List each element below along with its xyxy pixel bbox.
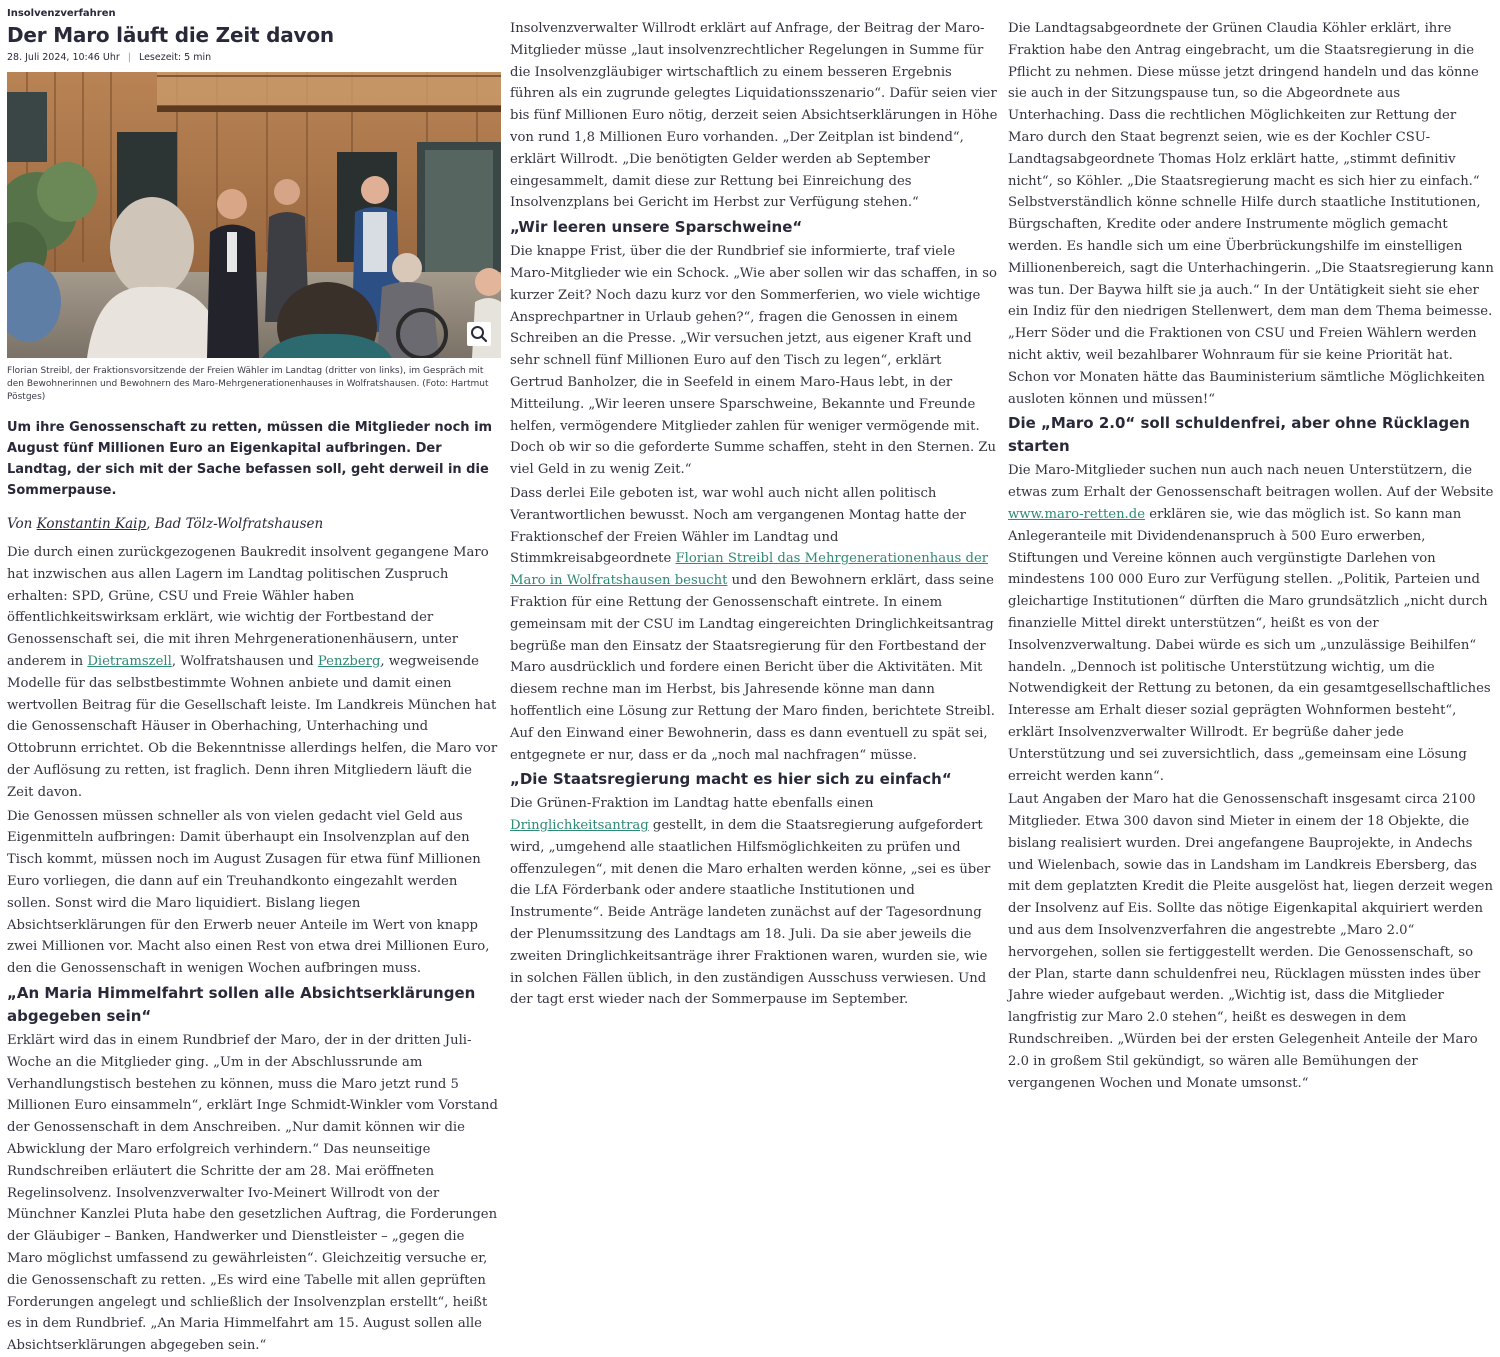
- paragraph-1-text-c: , wegweisende Modelle für das selbstbestimmte Wohnen anbiete und damit einen wertvollen Beitrag für die Gesellschaft leiste. Im Landkreis München hat die Genossenschaft Häuser in Oberhaching, Unterhaching und Ottobrunn errichtet. Ob die Bekenntnisse allerdings helfen, die Maro vor der Auflösung zu retten, ist fraglich. Denn ihren Mitgliedern läuft die Zeit davon.: [7, 653, 498, 800]
- byline-prefix: Von: [7, 516, 33, 532]
- paragraph-1-text-a: Die durch einen zurückgezogenen Baukredit insolvent gegangene Maro hat inzwischen aus allen Lagern im Landtag politischen Zuspruch erhalten: SPD, Grüne, CSU und Freie Wähler haben öffentlichkeitswirksam erklärt, wie wichtig der Fortbestand der Genossenschaft sei, die mit ihren Mehrgenerationenhäusern, unter anderem in: [7, 545, 489, 669]
- photo-caption: Florian Streibl, der Fraktionsvorsitzende der Freien Wähler im Landtag (dritter von links), im Gespräch mit den Bewohnerinnen und Bewohnern des Maro-Mehrgenerationenhauses in Wolfratshausen. (Foto: Hartmut Pöstges): [7, 366, 489, 402]
- paragraph-7-text-a: Die Grünen-Fraktion im Landtag hatte ebenfalls einen: [510, 796, 874, 812]
- reading-time: Lesezeit: 5 min: [138, 52, 212, 63]
- magnifier-icon: [467, 322, 491, 346]
- paragraph-8: Die Landtagsabgeordnete der Grünen Claudia Köhler erklärt, ihre Fraktion habe den Antrag eingebracht, um die Staatsregierung in die Pflicht zu nehmen. Diese müsse jetzt dringend handeln und das könne sie auch in der Sitzungspause tun, so die Abgeordnete aus Unterhaching. Dass die rechtlichen Möglichkeiten zur Rettung der Maro durch den Staat begrenzt seien, wie es der Kochler CSU-Landtagsabgeordnete Thomas Holz erklärt hatte, „stimmt definitiv nicht“, so Köhler. „Die Staatsregierung macht es sich hier zu einfach.“ Selbstverständlich könne schnelle Hilfe durch staatliche Institutionen, Bürgschaften, Kredite oder andere Instrumente möglich gemacht werden. Es handle sich um eine Überbrückungshilfe im einstelligen Millionenbereich, sagt die Unterhachingerin. „Die Staatsregierung kann was tun. Der Baywa hilft sie ja auch.“ In der Untätigkeit sieht sie eher ein Indiz für den niedrigen Stellenwert, dem man dem Thema beimesse. „Herr Söder und die Fraktionen von CSU und Freien Wählern werden nicht aktiv, weil bezahlbarer Wohnraum für sie keine Priorität hat. Schon vor Monaten hätte das Bauministerium sämtliche Möglichkeiten ausloten können und müssen!“: [1008, 21, 1494, 407]
- paragraph-5: Die knappe Frist, über die der Rundbrief sie informierte, traf viele Maro-Mitglieder wie ein Schock. „Wie aber sollen wir das schaffen, in so kurzer Zeit? Noch dazu kurz vor den Sommerferien, wo viele wichtige Ansprechpartner in Urlaub gehen?“, fragen die Genossen in einem Schreiben an die Presse. „Wir versuchen jetzt, aus eigener Kraft und sehr schnell fünf Millionen Euro auf den Tisch zu legen“, erklärt Gertrud Banholzer, die in Seefeld in einem Maro-Haus lebt, in der Mitteilung. „Wir leeren unsere Sparschweine, Bekannte und Freunde helfen, vermögendere Mitglieder zahlen für weniger vermögende mit. Doch ob wir so die geforderte Summe schaffen, steht in den Sternen. Zu viel Geld in zu wenig Zeit.“: [510, 244, 997, 478]
- paragraph-7: [510, 793, 998, 1011]
- column-1: [7, 0, 501, 1357]
- link-streibl-visit[interactable]: Florian Streibl das Mehrgenerationenhaus der Maro in Wolfratshausen besucht: [510, 551, 989, 589]
- subheading-4: Die „Maro 2.0“ soll schuldenfrei, aber ohne Rücklagen starten: [1008, 414, 1470, 456]
- column-3: [1008, 18, 1494, 1094]
- link-dietramszell[interactable]: Dietramszell: [87, 653, 172, 669]
- article-lead: Um ihre Genossenschaft zu retten, müssen die Mitglieder noch im August fünf Millionen Euro an Eigenkapital aufbringen. Der Landtag, der sich mit der Sache befassen soll, geht derweil in die Sommerpause.: [7, 420, 493, 498]
- author-link[interactable]: Konstantin Kaip: [36, 516, 147, 532]
- paragraph-9-text-b: erklären sie, wie das möglich ist. So kann man Anlegeranteile mit Dividendenanspruch à 500 Euro erwerben, Stiftungen und Vereine können auch vergünstigte Darlehen von mindestens 100 000 Euro zur Verfügung stellen. „Politik, Parteien und gleichartige Institutionen“ dürften die Maro grundsätzlich „nicht durch finanzielle Mittel direkt unterstützen“, heißt es von der Insolvenzverwaltung. Dabei würde es sich um „unzulässige Beihilfen“ handeln. „Dennoch ist politische Unterstützung wichtig, um die Notwendigkeit der Rettung zu betonen, da ein gesamtgesellschaftliches Interesse am Erhalt dieser sozial geprägten Wohnformen besteht“, erklärt Insolvenzverwalter Willrodt. Er begrüße daher jede Unterstützung und sei zuversichtlich, dass „gemeinsam eine Lösung erreicht werden kann“.: [1008, 506, 1491, 784]
- column-2: [510, 18, 998, 1011]
- subheading-1: „An Maria Himmelfahrt sollen alle Absichtserklärungen abgegeben sein“: [7, 983, 476, 1025]
- photo-illustration: [7, 72, 501, 358]
- link-dringlichkeitsantrag[interactable]: Dringlichkeitsantrag: [510, 818, 649, 834]
- paragraph-7-text-b: gestellt, in dem die Staatsregierung aufgefordert wird, „umgehend alle staatlichen Hilfsmöglichkeiten zu prüfen und offenzulegen“, mit denen die Maro erhalten werden könne, „sei es über die LfA Förderbank oder andere staatliche Institutionen und Instrumente“. Beide Anträge landeten zunächst auf der Tagesordnung der Plenumssitzung des Landtags am 18. Juli. Da sie aber jeweils die zweiten Dringlichkeitsanträge ihrer Fraktionen waren, wurden sie, wie in solchen Fällen üblich, in den zuständigen Ausschuss verwiesen. Und der tagt erst wieder nach der Sommerpause im September.: [510, 818, 991, 1008]
- article-title: Der Maro läuft die Zeit davon: [7, 23, 334, 47]
- meta-separator: |: [127, 52, 131, 63]
- byline-location: , Bad Tölz-Wolfratshausen: [146, 516, 324, 532]
- paragraph-6: [510, 483, 998, 766]
- paragraph-1: [7, 542, 501, 804]
- article-date: 28. Juli 2024, 10:46 Uhr: [7, 52, 120, 63]
- paragraph-9-text-a: Die Maro-Mitglieder suchen nun auch nach neuen Unterstützern, die etwas zum Erhalt der Genossenschaft beitragen wollen. Auf der Website: [1008, 463, 1494, 501]
- paragraph-6-text-b: und den Bewohnern erklärt, dass seine Fraktion für eine Rettung der Genossenschaft eintrete. In einem gemeinsam mit der CSU im Landtag eingereichten Dringlichkeitsantrag begrüße man den Einsatz der Staatsregierung für den Fortbestand der Maro ausdrücklich und fordere einen Bericht über die Aktivitäten. Mit diesem rechne man im Herbst, bis Jahresende könne man dann hoffentlich eine Lösung zur Rettung der Maro finden, berichtete Streibl. Auf den Einwand einer Bewohnerin, dass es dann eventuell zu spät sei, entgegnete er nur, dass er da „noch mal nachfragen“ müsse.: [510, 573, 995, 763]
- paragraph-2: Die Genossen müssen schneller als von vielen gedacht viel Geld aus Eigenmitteln aufbringen: Damit überhaupt ein Insolvenzplan auf den Tisch kommt, müssen noch im August Zusagen für etwa fünf Millionen Euro vorliegen, die dann auf ein Treuhandkonto eingezahlt werden sollen. Sonst wird die Maro liquidiert. Bislang liegen Absichtserklärungen für den Erwerb neuer Anteile im Wert von knapp zwei Millionen vor. Macht also einen Rest von etwa drei Millionen Euro, den die Genossenschaft in wenigen Wochen aufbringen muss.: [7, 808, 490, 977]
- subheading-2: „Wir leeren unsere Sparschweine“: [510, 218, 803, 237]
- article-photo[interactable]: [7, 72, 501, 358]
- paragraph-10: Laut Angaben der Maro hat die Genossenschaft insgesamt circa 2100 Mitglieder. Etwa 300 davon sind Mieter in einem der 18 Objekte, die bislang realisiert wurden. Drei angefangene Bauprojekte, in Andechs und Wielenbach, sowie das in Landsham im Landkreis Ebersberg, das mit dem geplatzten Kredit die Pleite ausgelöst hat, liegen derzeit wegen der Insolvenz auf Eis. Sollte das nötige Eigenkapital akquiriert werden und aus dem Insolvenzverfahren die angestrebte „Maro 2.0“ hervorgehen, sollen sie fertiggestellt werden. Die Genossenschaft, so der Plan, starte dann schuldenfrei neu, Rücklagen müssten indes über Jahre wieder aufgebaut werden. „Wichtig ist, dass die Mitglieder langfristig zur Maro 2.0 stehen“, heißt es deswegen in dem Rundschreiben. „Würden bei der ersten Gelegenheit Anteile der Maro 2.0 in großem Stil gekündigt, so wären alle Bemühungen der vergangenen Wochen und Monate umsonst.“: [1008, 792, 1493, 1091]
- paragraph-3: Erklärt wird das in einem Rundbrief der Maro, der in der dritten Juli-Woche an die Mitglieder ging. „Um in der Abschlussrunde am Verhandlungstisch bestehen zu können, muss die Maro jetzt rund 5 Millionen Euro einsammeln“, erklärt Inge Schmidt-Winkler vom Vorstand der Genossenschaft in dem Anschreiben. „Nur damit können wir die Abwicklung der Maro erfolgreich verhindern.“ Das neunseitige Rundschreiben erläutert die Schritte der am 28. Mai eröffneten Regelinsolvenz. Insolvenzverwalter Ivo-Meinert Willrodt von der Münchner Kanzlei Pluta habe den gesetzlichen Auftrag, die Forderungen der Gläubiger – Banken, Handwerker und Dienstleister – „gegen die Maro möglichst umfassend zu gewährleisten“. Gleichzeitig versuche er, die Genossenschaft zu retten. „Es wird eine Tabelle mit allen geprüften Forderungen angelegt und schließlich der Insolvenzplan erstellt“, heißt es in dem Rundbrief. „An Maria Himmelfahrt am 15. August sollen alle Absichtserklärungen abgegeben sein.“: [7, 1032, 498, 1354]
- article-kicker: Insolvenzverfahren: [7, 8, 116, 19]
- link-maro-retten[interactable]: www.maro-retten.de: [1008, 506, 1145, 522]
- paragraph-9: [1008, 460, 1494, 787]
- paragraph-4: Insolvenzverwalter Willrodt erklärt auf Anfrage, der Beitrag der Maro-Mitglieder müsse „laut insolvenzrechtlicher Regelungen in Summe für die Insolvenzgläubiger wirtschaftlich zu einem besseren Ergebnis führen als ein zugrunde gelegtes Liquidationsszenario“. Dafür seien vier bis fünf Millionen Euro nötig, derzeit seien Absichtserklärungen in Höhe von rund 1,8 Millionen Euro vorhanden. „Der Zeitplan ist bindend“, erklärt Willrodt. „Die benötigten Gelder werden ab September eingesammelt, damit diese zur Rettung bei Einreichung des Insolvenzplans bei Gericht im Herbst zur Verfügung stehen.“: [510, 21, 998, 211]
- article-meta: [7, 51, 501, 64]
- paragraph-6-text-a: Dass derlei Eile geboten ist, war wohl auch nicht allen politisch Verantwortlichen bewusst. Noch am vergangenen Montag hatte der Fraktionschef der Freien Wähler im Landtag und Stimmkreisabgeordnete: [510, 485, 966, 567]
- link-penzberg[interactable]: Penzberg: [317, 653, 381, 669]
- zoom-button[interactable]: [467, 322, 491, 346]
- byline: [7, 514, 501, 534]
- paragraph-1-text-b: , Wolfratshausen und: [171, 653, 318, 669]
- subheading-3: „Die Staatsregierung macht es hier sich zu einfach“: [510, 770, 952, 789]
